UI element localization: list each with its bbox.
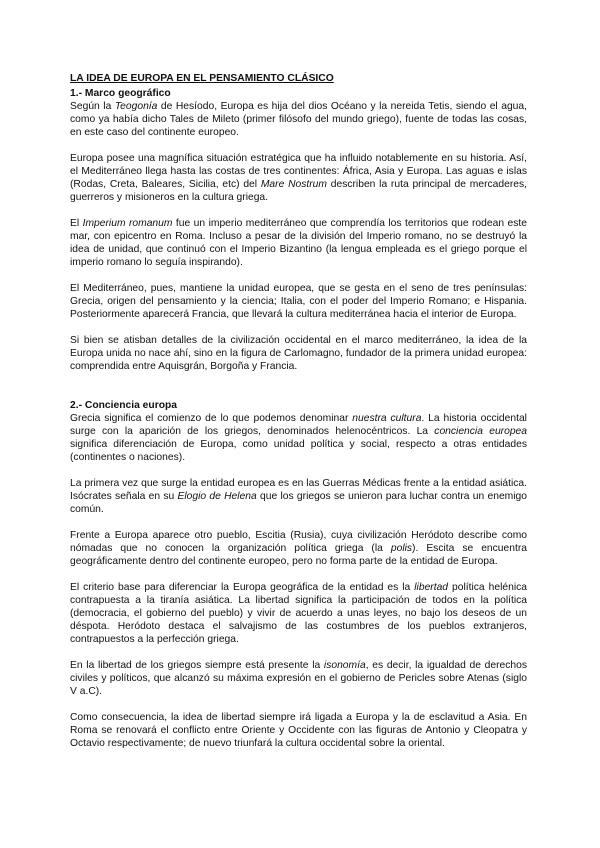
section-1-paragraph-2: Europa posee una magnífica situación estratégica que ha influido notablemente en su historia. Así, el Mediterráneo llega hasta las costas de tres continentes: África, Asia y Europa. Las aguas e islas (Rodas, Creta, Baleares, Sicilia, etc) del Mare Nostrum describen la ruta principal de mercaderes, guerreros y misioneros en la cultura griega. bbox=[70, 153, 527, 203]
section-1-heading: 1.- Marco geográfico bbox=[70, 88, 171, 99]
section-2-paragraph-2: La primera vez que surge la entidad europea es en las Guerras Médicas frente a la entidad asiática. Isócrates señala en su Elogio de Helena que los griegos se unieron para luchar contra un enemigo común. bbox=[70, 478, 527, 515]
section-2-paragraph-4: El criterio base para diferenciar la Europa geográfica de la entidad es la libertad política helénica contrapuesta a la tiranía asiática. La libertad significa la participación de todos en la política (democracia, el gobierno del pueblo) y vivir de acuerdo a unas leyes, no bajo los deseos de un déspota. Heródoto destaca el salvajismo de las costumbres de los pueblos extranjeros, contrapuestos a la perfección griega. bbox=[70, 582, 527, 645]
section-2-paragraph-1: Grecia significa el comienzo de lo que podemos denominar nuestra cultura. La historia occidental surge con la aparición de los griegos, denominados helenocéntricos. La conciencia europea significa diferenciación de Europa, como unidad política y social, respecto a otras entidades (continentes o naciones). bbox=[70, 413, 528, 463]
section-2-paragraph-5: En la libertad de los griegos siempre está presente la isonomía, es decir, la igualdad de derechos civiles y políticos, que alcanzó su máxima expresión en el gobierno de Pericles sobre Atenas (siglo V a.C). bbox=[70, 660, 527, 697]
section-2-paragraph-3: Frente a Europa aparece otro pueblo, Escitia (Rusia), cuya civilización Heródoto describe como nómadas que no conocen la organización política griega (la polis). Escita se encuentra geográficamente dentro del continente europeo, pero no forma parte de la entidad de Europa. bbox=[70, 530, 527, 567]
document-title: LA IDEA DE EUROPA EN EL PENSAMIENTO CLÁSICO bbox=[70, 73, 334, 84]
section-1-paragraph-4: El Mediterráneo, pues, mantiene la unidad europea, que se gesta en el seno de tres penínsulas: Grecia, origen del pensamiento y la ciencia; Italia, con el poder del Imperio Romano; e Hispania. Posteriormente aparecerá Francia, que llevará la cultura mediterránea hacia el interior de Europa. bbox=[70, 283, 527, 320]
section-1-paragraph-5: Si bien se atisban detalles de la civilización occidental en el marco mediterráneo, la idea de la Europa unida no nace ahí, sino en la figura de Carlomagno, fundador de la primera unidad europea: comprendida entre Aquisgrán, Borgoña y Francia. bbox=[70, 335, 527, 372]
section-1-paragraph-3: El Imperium romanum fue un imperio mediterráneo que comprendía los territorios que rodean este mar, con epicentro en Roma. Incluso a pesar de la división del Imperio romano, no se destruyó la idea de unidad, que continuó con el Imperio Bizantino (la lengua empleada es el griego porque el imperio romano lo seguía inspirando). bbox=[70, 218, 527, 268]
document-page bbox=[70, 72, 527, 750]
section-2-paragraph-6: Como consecuencia, la idea de libertad siempre irá ligada a Europa y la de esclavitud a Asia. En Roma se renovará el conflicto entre Oriente y Occidente con las figuras de Antonio y Cleopatra y Octavio respectivamente; de nuevo triunfará la cultura occidental sobre la oriental. bbox=[70, 712, 527, 749]
section-1-paragraph-1: Según la Teogonía de Hesíodo, Europa es hija del dios Océano y la nereida Tetis, siendo el agua, como ya había dicho Tales de Mileto (primer filósofo del mundo griego), fuente de todas las cosas, en este caso del continente europeo. bbox=[70, 101, 527, 138]
section-2-heading: 2.- Conciencia europa bbox=[70, 400, 178, 411]
